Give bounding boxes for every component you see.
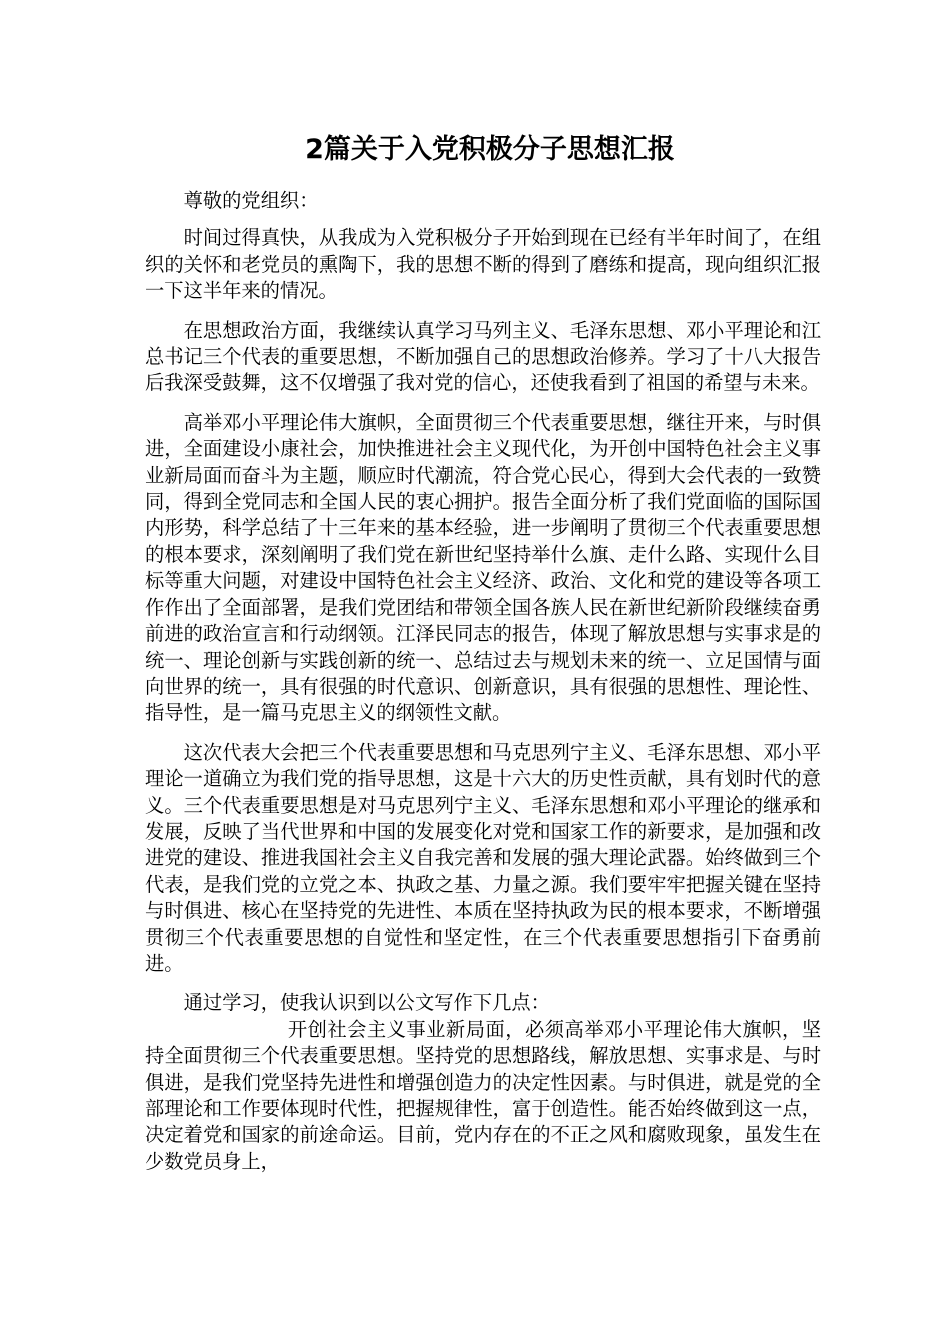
salutation: 尊敬的党组织： — [183, 189, 319, 212]
learning-intro: 通过学习，使我认识到以公文写作下几点： — [183, 991, 550, 1015]
point-one-paragraph: 开创社会主义事业新局面，必须高举邓小平理论伟大旗帜，坚持全面贯彻三个代表重要思想。坚持党的思想路线，解放思想、实事求是、与时俱进，是我们党坚持先进性和增强创造力的决定性因素。与时俱进，就是党的全部理论和工作要体现时代性，把握规律性，富于创造性。能否始终做到这一点，决定着党和国家的前途命运。目前，党内存在的不正之风和腐败现象，虽发生在少数党员身上， — [145, 1017, 821, 1173]
paragraph-political-study: 在思想政治方面，我继续认真学习马列主义、毛泽东思想、邓小平理论和江总书记三个代表的重要思想，不断加强自己的思想政治修养。学习了十八大报告后我深受鼓舞，这不仅增强了我对党的信心，还使我看到了祖国的希望与未来。 — [145, 318, 821, 395]
document-title: 2篇关于入党积极分子思想汇报 — [305, 134, 675, 165]
paragraph-intro: 时间过得真快，从我成为入党积极分子开始到现在已经有半年时间了，在组织的关怀和老党员的熏陶下，我的思想不断的得到了磨练和提高，现向组织汇报一下这半年来的情况。 — [145, 226, 821, 303]
document-body — [145, 188, 821, 1175]
paragraph-report-summary: 高举邓小平理论伟大旗帜，全面贯彻三个代表重要思想，继往开来，与时俱进，全面建设小康社会，加快推进社会主义现代化，为开创中国特色社会主义事业新局面而奋斗为主题，顺应时代潮流，符合党心民心，得到大会代表的一致赞同，得到全党同志和全国人民的衷心拥护。报告全面分析了我们党面临的国际国内形势，科学总结了十三年来的基本经验，进一步阐明了贯彻三个代表重要思想的根本要求，深刻阐明了我们党在新世纪坚持举什么旗、走什么路、实现什么目标等重大问题，对建设中国特色社会主义经济、政治、文化和党的建设等各项工作作出了全面部署，是我们党团结和带领全国各族人民在新世纪新阶段继续奋勇前进的政治宣言和行动纲领。江泽民同志的报告，体现了解放思想与实事求是的统一、理论创新与实践创新的统一、总结过去与规划未来的统一、立足国情与面向世界的统一，具有很强的时代意识、创新意识，具有很强的思想性、理论性、指导性，是一篇马克思主义的纲领性文献。 — [145, 410, 821, 725]
paragraph-three-represents: 这次代表大会把三个代表重要思想和马克思列宁主义、毛泽东思想、邓小平理论一道确立为我们党的指导思想，这是十六大的历史性贡献，具有划时代的意义。三个代表重要思想是对马克思列宁主义、毛泽东思想和邓小平理论的继承和发展，反映了当代世界和中国的发展变化对党和国家工作的新要求，是加强和改进党的建设、推进我国社会主义自我完善和发展的强大理论武器。始终做到三个代表，是我们党的立党之本、执政之基、力量之源。我们要牢牢把握关键在坚持与时俱进、核心在坚持党的先进性、本质在坚持执政为民的根本要求，不断增强贯彻三个代表重要思想的自觉性和坚定性，在三个代表重要思想指引下奋勇前进。 — [145, 740, 821, 975]
